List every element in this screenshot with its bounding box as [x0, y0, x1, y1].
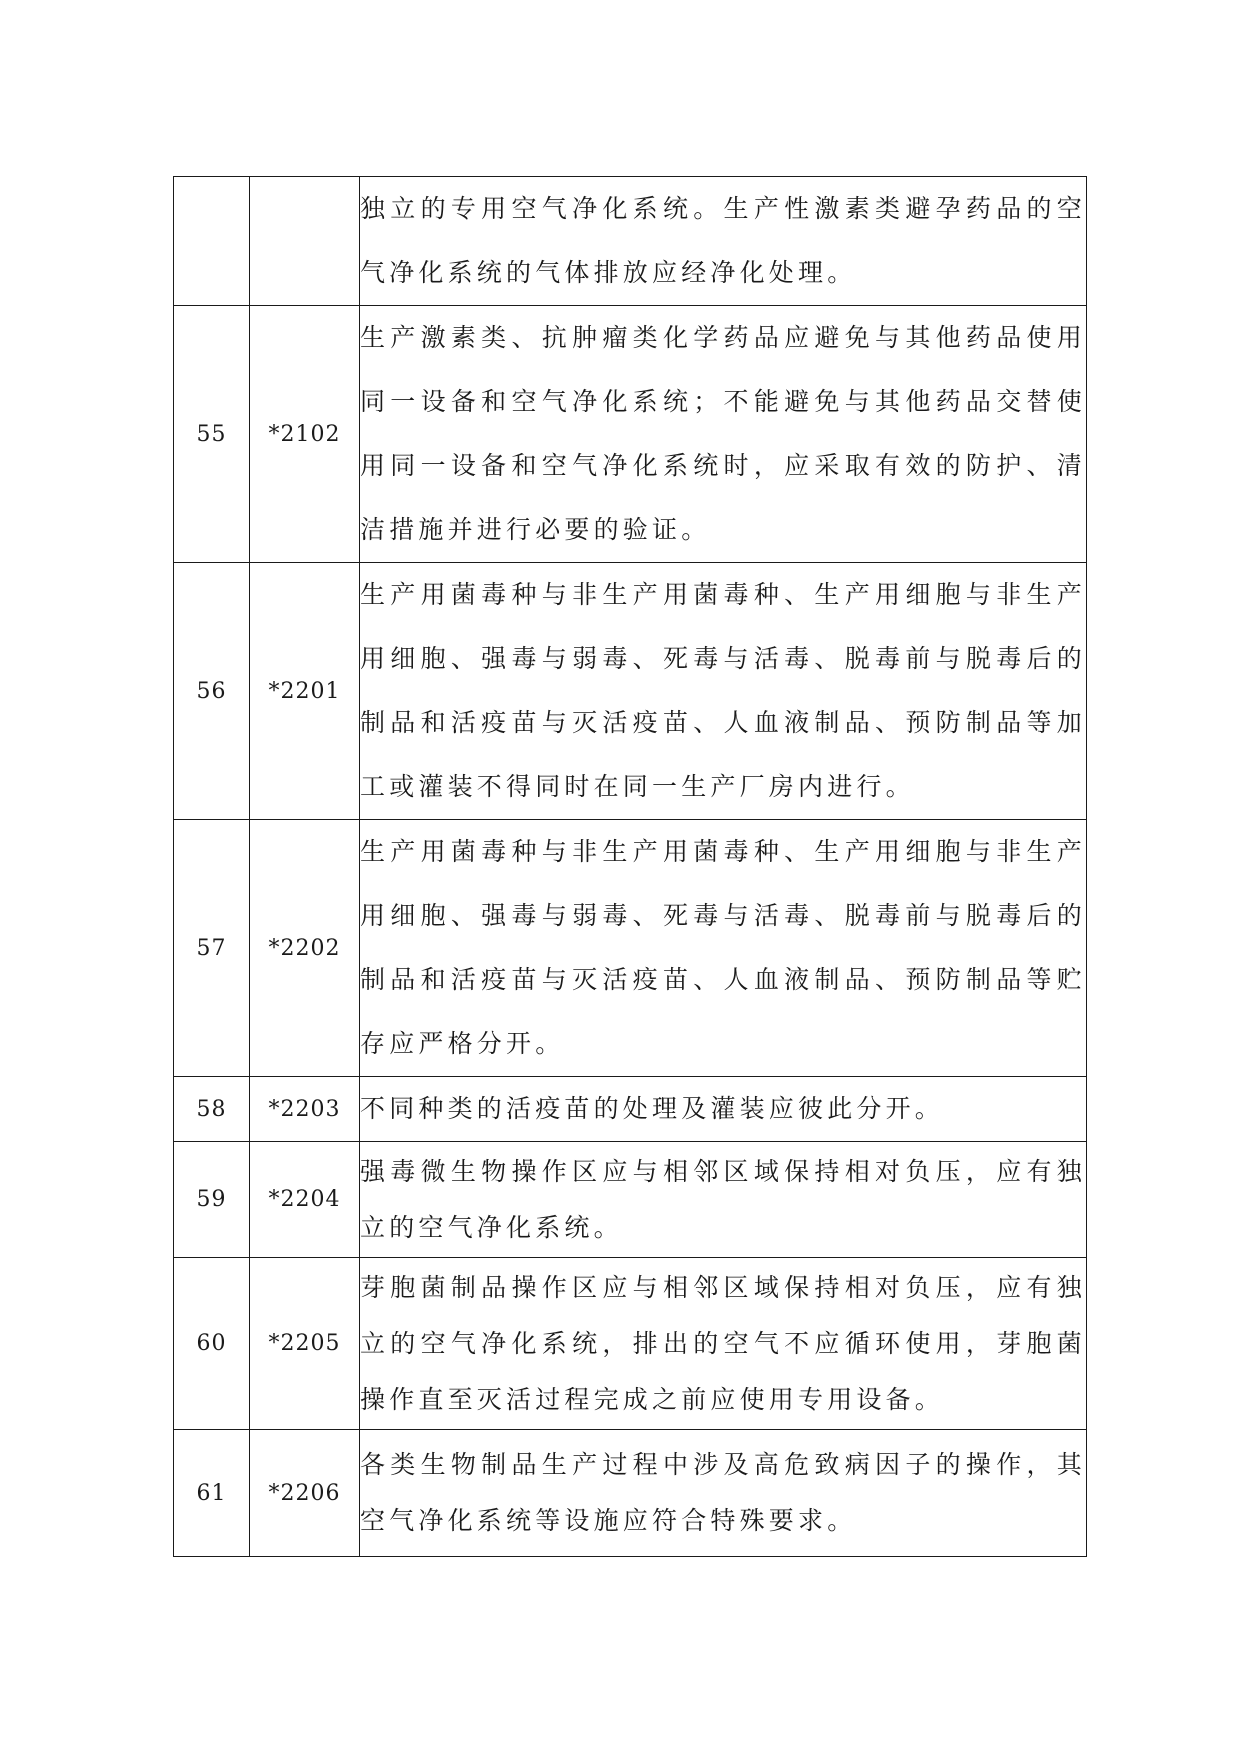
item-text: 强毒微生物操作区应与相邻区域保持相对负压，应有独立的空气净化系统。 — [360, 1142, 1087, 1258]
item-code: *2201 — [250, 563, 360, 820]
table-row — [174, 820, 1087, 1077]
table-row — [174, 306, 1087, 563]
table-row — [174, 1258, 1087, 1430]
item-number: 59 — [174, 1142, 250, 1258]
item-code — [250, 177, 360, 306]
table-row — [174, 1430, 1087, 1557]
item-number: 60 — [174, 1258, 250, 1430]
item-number: 57 — [174, 820, 250, 1077]
table-row — [174, 1142, 1087, 1258]
item-text: 不同种类的活疫苗的处理及灌装应彼此分开。 — [360, 1077, 1087, 1142]
table-row — [174, 563, 1087, 820]
item-text: 生产用菌毒种与非生产用菌毒种、生产用细胞与非生产用细胞、强毒与弱毒、死毒与活毒、脱毒前与脱毒后的制品和活疫苗与灭活疫苗、人血液制品、预防制品等贮存应严格分开。 — [360, 820, 1087, 1077]
item-number: 55 — [174, 306, 250, 563]
item-text: 芽胞菌制品操作区应与相邻区域保持相对负压，应有独立的空气净化系统，排出的空气不应循环使用，芽胞菌操作直至灭活过程完成之前应使用专用设备。 — [360, 1258, 1087, 1430]
item-text: 独立的专用空气净化系统。生产性激素类避孕药品的空气净化系统的气体排放应经净化处理。 — [360, 177, 1087, 306]
table-row — [174, 177, 1087, 306]
item-code: *2202 — [250, 820, 360, 1077]
item-number: 61 — [174, 1430, 250, 1557]
item-number — [174, 177, 250, 306]
item-text: 各类生物制品生产过程中涉及高危致病因子的操作，其空气净化系统等设施应符合特殊要求。 — [360, 1430, 1087, 1557]
item-code: *2206 — [250, 1430, 360, 1557]
table-row — [174, 1077, 1087, 1142]
item-code: *2203 — [250, 1077, 360, 1142]
item-text: 生产激素类、抗肿瘤类化学药品应避免与其他药品使用同一设备和空气净化系统；不能避免与其他药品交替使用同一设备和空气净化系统时，应采取有效的防护、清洁措施并进行必要的验证。 — [360, 306, 1087, 563]
item-code: *2102 — [250, 306, 360, 563]
requirements-table — [173, 176, 1087, 1557]
item-number: 56 — [174, 563, 250, 820]
item-number: 58 — [174, 1077, 250, 1142]
item-text: 生产用菌毒种与非生产用菌毒种、生产用细胞与非生产用细胞、强毒与弱毒、死毒与活毒、脱毒前与脱毒后的制品和活疫苗与灭活疫苗、人血液制品、预防制品等加工或灌装不得同时在同一生产厂房内进行。 — [360, 563, 1087, 820]
item-code: *2205 — [250, 1258, 360, 1430]
item-code: *2204 — [250, 1142, 360, 1258]
